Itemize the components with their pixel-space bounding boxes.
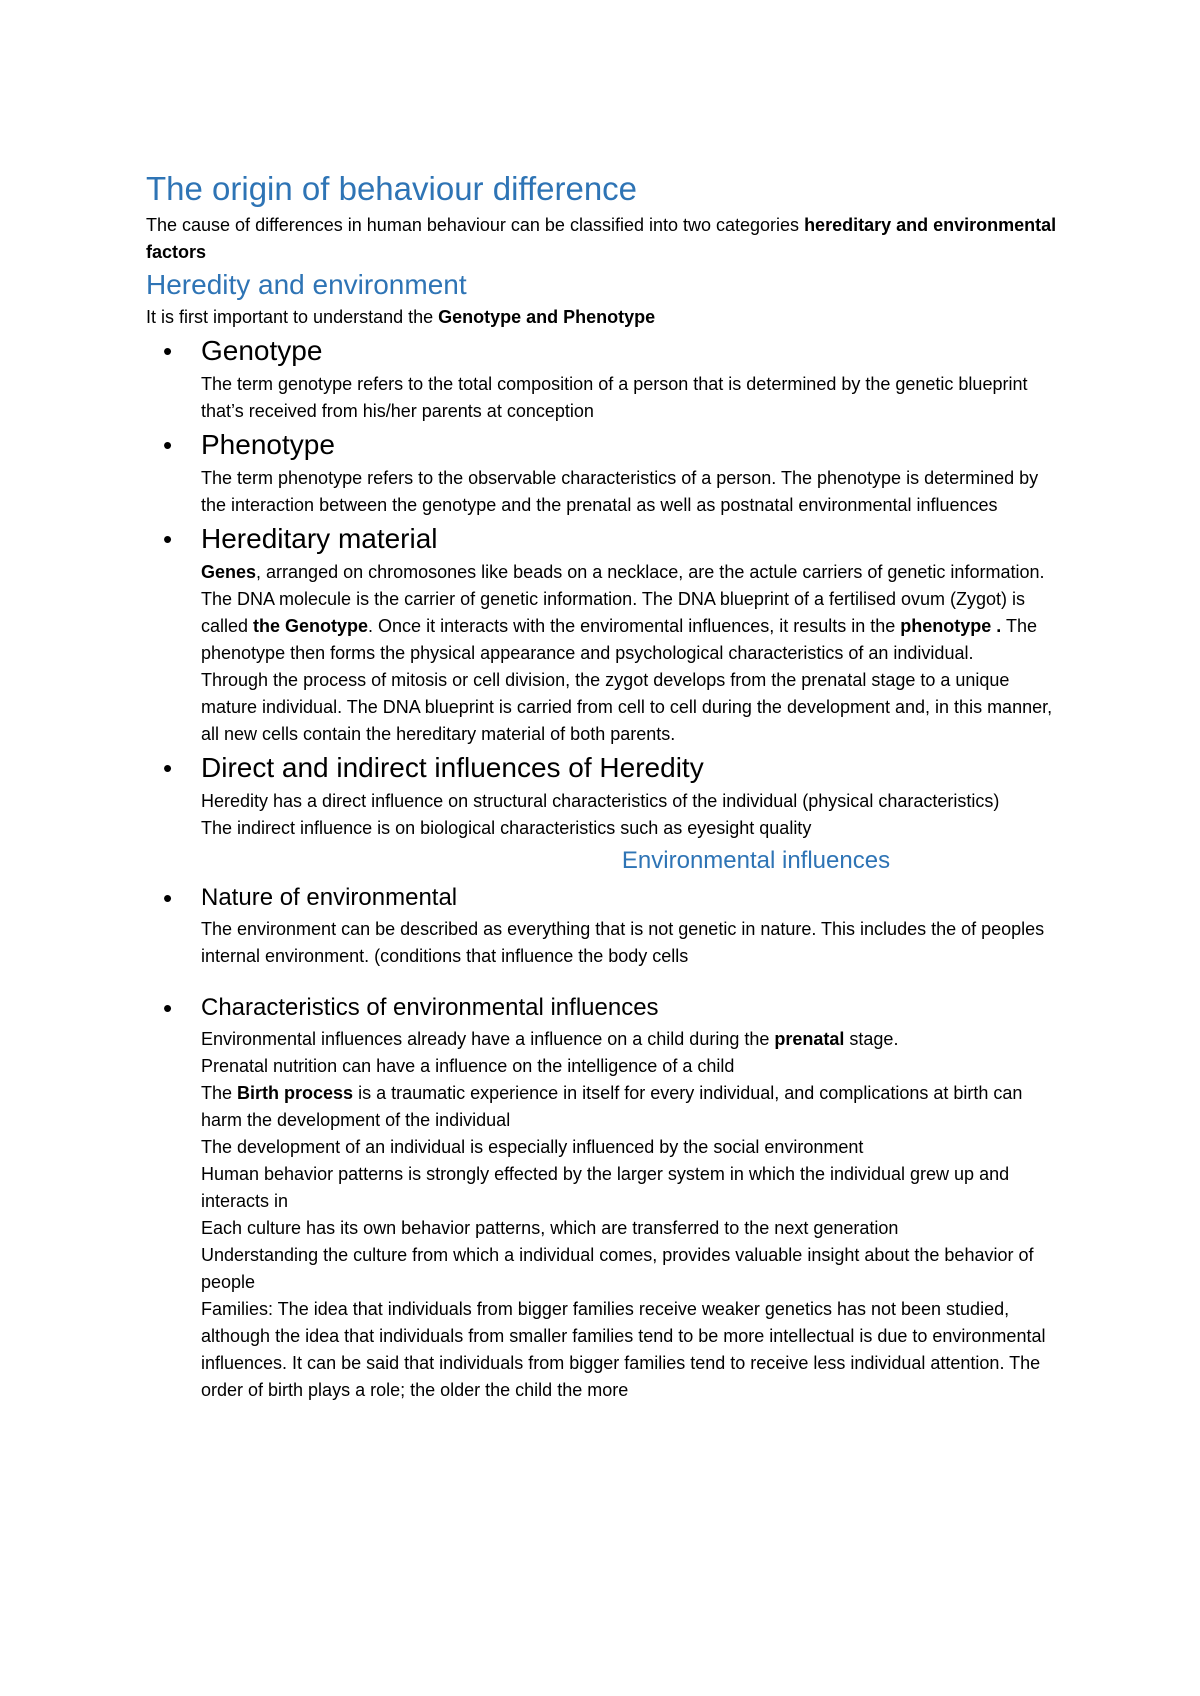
lead-paragraph [146, 304, 1066, 331]
bullet-icon: • [163, 336, 173, 366]
direct-paragraph-2: The indirect influence is on biological characteristics such as eyesight quality [201, 818, 812, 838]
hereditary-heading: Hereditary material [201, 523, 438, 554]
characteristics-line-2: Prenatal nutrition can have a influence on the intelligence of a child [201, 1056, 735, 1076]
nature-text: The environment can be described as everything that is not genetic in nature. This includes the of peoples internal environment. (conditions that influence the body cells [201, 919, 1045, 966]
hereditary-text-2: . Once it interacts with the enviromental influences, it results in the [368, 616, 901, 636]
bullet-icon: • [163, 883, 173, 913]
characteristics-line-5: Human behavior patterns is strongly effected by the larger system in which the individual grew up and interacts in [201, 1164, 1010, 1211]
line-1-text: Environmental influences already have a influence on a child during the [201, 1029, 775, 1049]
characteristics-line-7: Understanding the culture from which a individual comes, provides valuable insight about the behavior of people [201, 1245, 1034, 1292]
bold-the-genotype: the Genotype [253, 616, 369, 636]
line-1-text-end: stage. [844, 1029, 899, 1049]
characteristics-line-6: Each culture has its own behavior patterns, which are transferred to the next generation [201, 1218, 899, 1238]
bullet-phenotype [146, 425, 1066, 519]
bold-birth-process: Birth process [237, 1083, 354, 1103]
bullet-icon: • [163, 430, 173, 460]
characteristics-line-8: Families: The idea that individuals from bigger families receive weaker genetics has not been studied, although the idea that individuals from smaller families tend to be more intellectual is due to environmental influences. It can be said that individuals from bigger families tend to receive less individual attention. The order of birth plays a role; the older the child the more [201, 1299, 1046, 1400]
hereditary-paragraph-1 [201, 559, 1066, 667]
genotype-heading: Genotype [201, 335, 323, 366]
bold-genes: Genes [201, 562, 257, 582]
characteristics-line-3 [201, 1080, 1066, 1134]
bullet-icon: • [163, 753, 173, 783]
lead-text: It is first important to understand the [146, 307, 439, 327]
hereditary-paragraph-2: Through the process of mitosis or cell division, the zygot develops from the prenatal stage to a unique mature individual. The DNA blueprint is carried from cell to cell during the development and, in this manner, all new cells contain the hereditary material of both parents. [201, 670, 1053, 744]
intro-paragraph [146, 212, 1066, 266]
bullet-hereditary-material [146, 519, 1066, 748]
phenotype-heading: Phenotype [201, 429, 335, 460]
bullet-direct-indirect [146, 748, 1066, 842]
characteristics-heading: Characteristics of environmental influences [201, 994, 659, 1021]
characteristics-line-1 [201, 1026, 1066, 1053]
hereditary-text-1: , arranged on chromosones like beads on a necklace, are the actule carriers of genetic information. The DNA molecule is the carrier of genetic information. The DNA blueprint of a fertilised ovum (Zygot) is called [201, 562, 1045, 636]
document-body [146, 166, 1066, 1404]
line-3-text-end: is a traumatic experience in itself for every individual, and complications at birth can harm the development of the individual [201, 1083, 1023, 1130]
bullet-icon: • [163, 993, 173, 1023]
characteristics-line-4: The development of an individual is especially influenced by the social environment [201, 1137, 864, 1157]
heading-environmental-influences: Environmental influences [621, 847, 891, 874]
direct-paragraph-1: Heredity has a direct influence on structural characteristics of the individual (physical characteristics) [201, 791, 1000, 811]
line-3-text: The [201, 1083, 238, 1103]
heading-heredity-environment: Heredity and environment [146, 269, 467, 300]
lead-bold: Genotype and Phenotype [438, 307, 656, 327]
bullet-genotype [146, 331, 1066, 425]
bullet-nature-environmental [146, 880, 1066, 970]
page-title: The origin of behaviour difference [146, 170, 638, 207]
phenotype-text: The term phenotype refers to the observable characteristics of a person. The phenotype is determined by the interaction between the genotype and the prenatal as well as postnatal environmental influences [201, 468, 1039, 515]
hereditary-text-3: The phenotype then forms the physical appearance and psychological characteristics of an individual. [201, 616, 1038, 663]
intro-bold: hereditary and environmental factors [146, 215, 1057, 262]
bold-phenotype: phenotype . [900, 616, 1002, 636]
spacer [146, 970, 1066, 990]
bold-prenatal: prenatal [774, 1029, 845, 1049]
bullet-icon: • [163, 524, 173, 554]
intro-text: The cause of differences in human behaviour can be classified into two categories [146, 215, 805, 235]
nature-heading: Nature of environmental [201, 884, 458, 911]
direct-heading: Direct and indirect influences of Heredity [201, 752, 704, 783]
bullet-characteristics [146, 990, 1066, 1404]
genotype-text: The term genotype refers to the total composition of a person that is determined by the genetic blueprint that’s received from his/her parents at conception [201, 374, 1028, 421]
